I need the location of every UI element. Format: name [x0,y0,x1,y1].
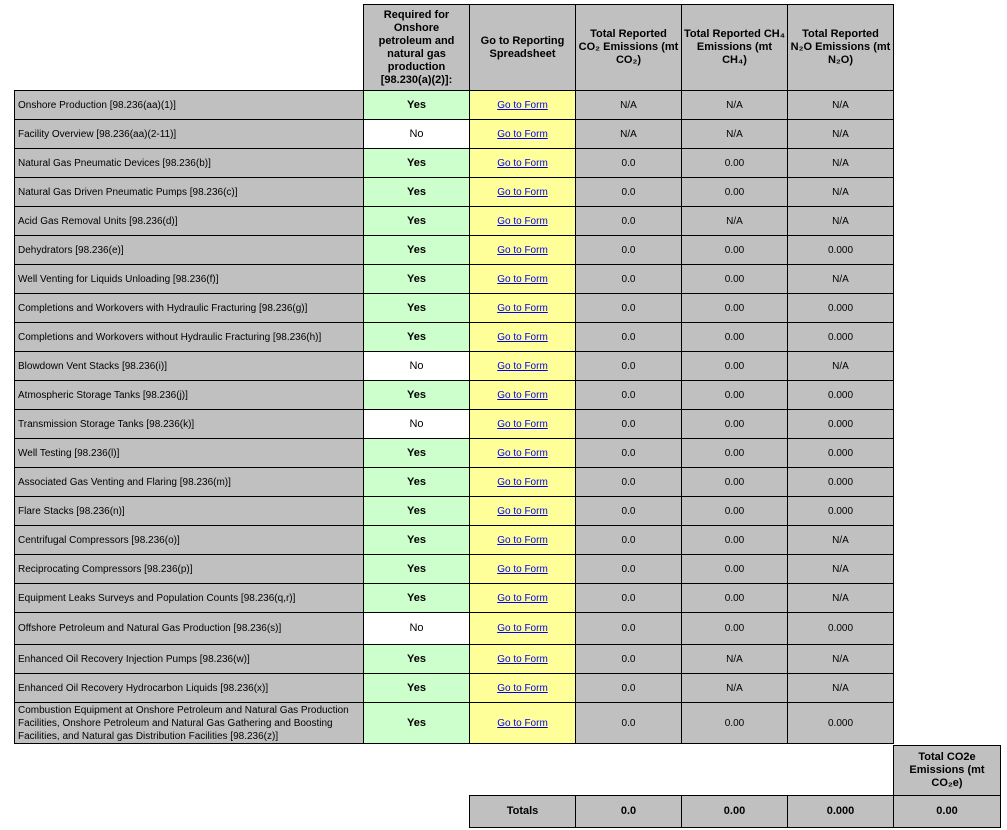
go-to-form-link[interactable]: Go to Form [497,623,548,634]
row-ch4: 0.00 [681,322,788,352]
row-n2o: N/A [787,206,894,236]
go-to-form-link[interactable]: Go to Form [497,215,548,227]
go-to-form-link[interactable]: Go to Form [497,157,548,169]
row-required: Yes [363,235,470,265]
go-to-form-link[interactable]: Go to Form [497,331,548,343]
go-to-form-link[interactable]: Go to Form [497,476,548,488]
row-co2: 0.0 [575,293,682,323]
row-label: Acid Gas Removal Units [98.236(d)] [14,206,364,236]
row-ch4: 0.00 [681,554,788,584]
row-n2o: N/A [787,90,894,120]
row-required: Yes [363,525,470,555]
row-co2: N/A [575,119,682,149]
row-co2: 0.0 [575,322,682,352]
row-co2: 0.0 [575,148,682,178]
row-link-cell [469,702,576,744]
go-to-form-link[interactable]: Go to Form [497,418,548,430]
header-ch4: Total Reported CH₄ Emissions (mt CH₄) [681,4,788,91]
row-n2o: N/A [787,264,894,294]
row-ch4: 0.00 [681,409,788,439]
row-co2: 0.0 [575,554,682,584]
row-required: No [363,409,470,439]
row-link-cell [469,380,576,410]
row-label: Atmospheric Storage Tanks [98.236(j)] [14,380,364,410]
row-ch4: 0.00 [681,702,788,744]
row-co2: 0.0 [575,351,682,381]
header-goto: Go to Reporting Spreadsheet [469,4,576,91]
row-n2o: N/A [787,351,894,381]
row-ch4: 0.00 [681,148,788,178]
go-to-form-link[interactable]: Go to Form [497,563,548,575]
go-to-form-link[interactable]: Go to Form [497,534,548,546]
row-ch4: N/A [681,90,788,120]
go-to-form-link[interactable]: Go to Form [497,682,548,694]
row-link-cell [469,90,576,120]
row-n2o: 0.000 [787,380,894,410]
row-ch4: N/A [681,206,788,236]
go-to-form-link[interactable]: Go to Form [497,717,548,729]
row-n2o: N/A [787,525,894,555]
row-ch4: 0.00 [681,496,788,526]
go-to-form-link[interactable]: Go to Form [497,302,548,314]
row-n2o: 0.000 [787,322,894,352]
row-n2o: N/A [787,119,894,149]
row-n2o: 0.000 [787,496,894,526]
row-label: Natural Gas Driven Pneumatic Pumps [98.236(c)] [14,177,364,207]
go-to-form-link[interactable]: Go to Form [497,389,548,401]
row-required: Yes [363,496,470,526]
row-label: Centrifugal Compressors [98.236(o)] [14,525,364,555]
row-ch4: 0.00 [681,612,788,645]
row-label: Equipment Leaks Surveys and Population Counts [98.236(q,r)] [14,583,364,613]
row-label: Dehydrators [98.236(e)] [14,235,364,265]
row-co2: 0.0 [575,702,682,744]
totals-co2e: 0.00 [893,795,1001,828]
row-co2: 0.0 [575,467,682,497]
totals-label: Totals [469,795,576,828]
row-ch4: 0.00 [681,380,788,410]
row-label: Transmission Storage Tanks [98.236(k)] [14,409,364,439]
row-required: Yes [363,583,470,613]
row-label: Natural Gas Pneumatic Devices [98.236(b)] [14,148,364,178]
row-label: Flare Stacks [98.236(n)] [14,496,364,526]
row-link-cell [469,583,576,613]
totals-ch4: 0.00 [681,795,788,828]
row-required: Yes [363,177,470,207]
row-required: Yes [363,673,470,703]
row-ch4: 0.00 [681,351,788,381]
row-co2: 0.0 [575,409,682,439]
row-n2o: N/A [787,148,894,178]
row-link-cell [469,409,576,439]
row-co2: 0.0 [575,380,682,410]
row-required: Yes [363,380,470,410]
row-required: Yes [363,702,470,744]
row-co2: 0.0 [575,583,682,613]
row-ch4: 0.00 [681,438,788,468]
row-required: Yes [363,467,470,497]
go-to-form-link[interactable]: Go to Form [497,273,548,285]
row-n2o: 0.000 [787,438,894,468]
row-ch4: 0.00 [681,525,788,555]
row-link-cell [469,673,576,703]
row-link-cell [469,496,576,526]
row-required: Yes [363,438,470,468]
row-link-cell [469,293,576,323]
row-link-cell [469,351,576,381]
row-link-cell [469,235,576,265]
row-label: Well Venting for Liquids Unloading [98.236(f)] [14,264,364,294]
totals-n2o: 0.000 [787,795,894,828]
row-co2: 0.0 [575,264,682,294]
row-link-cell [469,264,576,294]
row-n2o: N/A [787,177,894,207]
row-link-cell [469,206,576,236]
row-co2: 0.0 [575,438,682,468]
row-label: Completions and Workovers without Hydraulic Fracturing [98.236(h)] [14,322,364,352]
row-label: Reciprocating Compressors [98.236(p)] [14,554,364,584]
row-required: Yes [363,644,470,674]
row-n2o: N/A [787,673,894,703]
row-ch4: N/A [681,673,788,703]
row-required: Yes [363,148,470,178]
row-co2: N/A [575,90,682,120]
row-co2: 0.0 [575,612,682,645]
row-required: Yes [363,90,470,120]
row-required: Yes [363,322,470,352]
row-link-cell [469,148,576,178]
go-to-form-link[interactable]: Go to Form [497,505,548,517]
row-n2o: 0.000 [787,293,894,323]
row-n2o: 0.000 [787,612,894,645]
row-co2: 0.0 [575,206,682,236]
row-label: Blowdown Vent Stacks [98.236(i)] [14,351,364,381]
row-ch4: 0.00 [681,293,788,323]
row-co2: 0.0 [575,644,682,674]
row-n2o: N/A [787,644,894,674]
row-label: Completions and Workovers with Hydraulic Fracturing [98.236(g)] [14,293,364,323]
header-co2e: Total CO2e Emissions (mt CO₂e) [893,745,1001,796]
row-link-cell [469,119,576,149]
row-co2: 0.0 [575,673,682,703]
row-label: Well Testing [98.236(l)] [14,438,364,468]
go-to-form-link[interactable]: Go to Form [497,447,548,459]
go-to-form-link[interactable]: Go to Form [497,99,548,111]
row-required: Yes [363,554,470,584]
header-required: Required for Onshore petroleum and natural gas production [98.230(a)(2)]: [363,4,470,91]
row-ch4: N/A [681,644,788,674]
row-co2: 0.0 [575,496,682,526]
row-n2o: 0.000 [787,235,894,265]
go-to-form-link[interactable]: Go to Form [497,592,548,604]
row-ch4: 0.00 [681,264,788,294]
header-n2o: Total Reported N₂O Emissions (mt N₂O) [787,4,894,91]
go-to-form-link[interactable]: Go to Form [497,653,548,665]
totals-co2: 0.0 [575,795,682,828]
go-to-form-link[interactable]: Go to Form [497,186,548,198]
row-ch4: 0.00 [681,467,788,497]
row-ch4: 0.00 [681,235,788,265]
row-label: Enhanced Oil Recovery Hydrocarbon Liquids [98.236(x)] [14,673,364,703]
row-n2o: 0.000 [787,467,894,497]
row-n2o: N/A [787,554,894,584]
row-link-cell [469,322,576,352]
row-ch4: 0.00 [681,583,788,613]
row-link-cell [469,554,576,584]
row-ch4: 0.00 [681,177,788,207]
row-co2: 0.0 [575,235,682,265]
row-label: Associated Gas Venting and Flaring [98.236(m)] [14,467,364,497]
row-ch4: N/A [681,119,788,149]
row-label: Facility Overview [98.236(aa)(2-11)] [14,119,364,149]
row-n2o: 0.000 [787,702,894,744]
row-required: No [363,119,470,149]
row-link-cell [469,438,576,468]
row-required: No [363,612,470,645]
row-link-cell [469,644,576,674]
row-link-cell [469,177,576,207]
row-required: No [363,351,470,381]
row-co2: 0.0 [575,525,682,555]
header-co2: Total Reported CO₂ Emissions (mt CO₂) [575,4,682,91]
row-label: Enhanced Oil Recovery Injection Pumps [98.236(w)] [14,644,364,674]
row-label: Offshore Petroleum and Natural Gas Production [98.236(s)] [14,612,364,645]
row-link-cell [469,525,576,555]
go-to-form-link[interactable]: Go to Form [497,128,548,140]
row-n2o: 0.000 [787,409,894,439]
row-n2o: N/A [787,583,894,613]
go-to-form-link[interactable]: Go to Form [497,360,548,372]
go-to-form-link[interactable]: Go to Form [497,244,548,256]
row-link-cell [469,467,576,497]
row-link-cell [469,612,576,645]
row-label: Onshore Production [98.236(aa)(1)] [14,90,364,120]
row-co2: 0.0 [575,177,682,207]
row-required: Yes [363,206,470,236]
row-required: Yes [363,264,470,294]
row-required: Yes [363,293,470,323]
row-label: Combustion Equipment at Onshore Petroleum and Natural Gas Production Facilities, Onshore Petroleum and Natural Gas Gathering and Boosting Facilities, and Natural gas Distribution Facilities [98.236(z)] [14,702,364,744]
